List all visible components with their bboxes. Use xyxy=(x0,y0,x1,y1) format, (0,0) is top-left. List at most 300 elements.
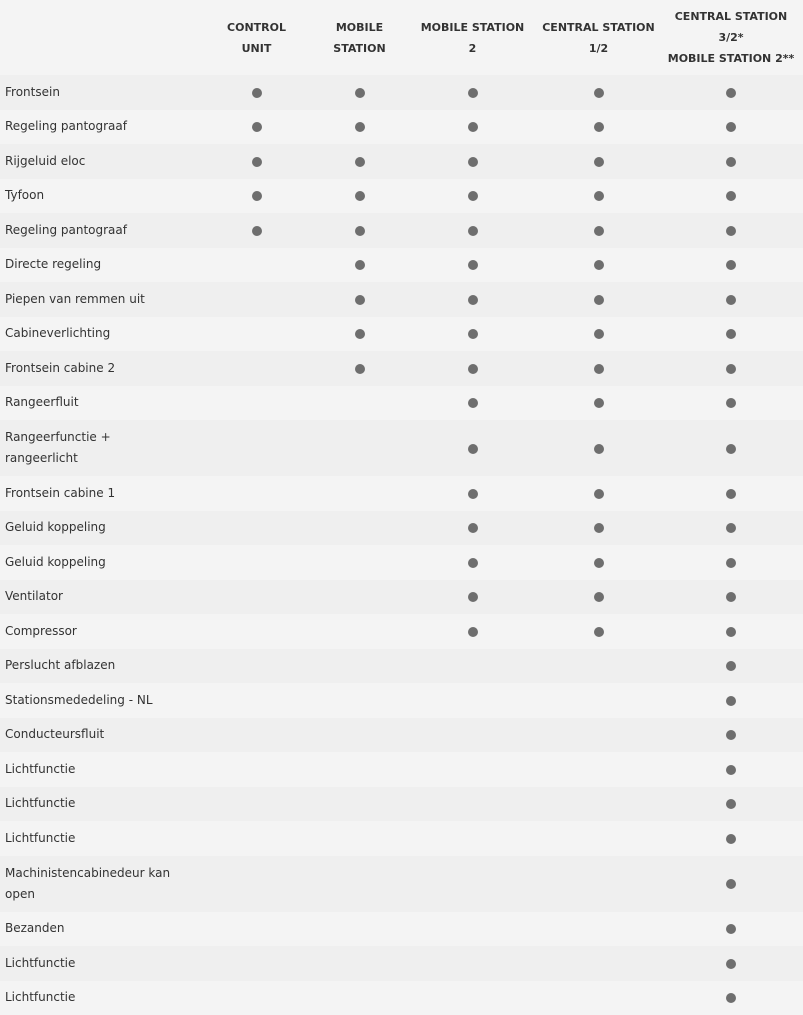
header-mobile-station-2 xyxy=(407,0,538,75)
function-name: Lichtfunctie xyxy=(5,987,180,1008)
table-row xyxy=(0,580,803,615)
table-row xyxy=(0,476,803,511)
support-cell-mobile_station xyxy=(312,110,407,145)
table-row xyxy=(0,351,803,386)
support-cell-mobile_station xyxy=(312,476,407,511)
support-cell-mobile_station_2 xyxy=(407,580,538,615)
supported-dot-icon xyxy=(594,444,604,454)
function-name: Frontsein cabine 1 xyxy=(5,483,180,504)
supported-dot-icon xyxy=(355,329,365,339)
support-cell-control_unit xyxy=(201,614,312,649)
table-row xyxy=(0,718,803,753)
support-cell-central_station_32_ms2 xyxy=(659,420,803,476)
support-cell-control_unit xyxy=(201,317,312,352)
table-header xyxy=(0,0,803,75)
function-name-cell xyxy=(0,144,201,179)
table-row xyxy=(0,248,803,283)
function-name-cell xyxy=(0,282,201,317)
support-cell-mobile_station xyxy=(312,649,407,684)
support-cell-control_unit xyxy=(201,213,312,248)
support-cell-control_unit xyxy=(201,386,312,421)
supported-dot-icon xyxy=(468,226,478,236)
function-name: Lichtfunctie xyxy=(5,828,180,849)
supported-dot-icon xyxy=(726,398,736,408)
function-name: Regeling pantograaf xyxy=(5,220,180,241)
supported-dot-icon xyxy=(355,157,365,167)
function-name: Perslucht afblazen xyxy=(5,655,180,676)
supported-dot-icon xyxy=(726,157,736,167)
supported-dot-icon xyxy=(726,696,736,706)
header-line: 1/2 xyxy=(538,38,659,59)
support-cell-central_station_12 xyxy=(538,351,659,386)
support-cell-mobile_station_2 xyxy=(407,614,538,649)
support-cell-central_station_32_ms2 xyxy=(659,179,803,214)
function-name: Rangeerfluit xyxy=(5,392,180,413)
support-cell-control_unit xyxy=(201,476,312,511)
support-cell-central_station_12 xyxy=(538,981,659,1015)
support-cell-central_station_32_ms2 xyxy=(659,248,803,283)
supported-dot-icon xyxy=(355,295,365,305)
function-name-cell xyxy=(0,912,201,947)
function-name-cell xyxy=(0,545,201,580)
function-name-cell xyxy=(0,580,201,615)
support-cell-mobile_station_2 xyxy=(407,282,538,317)
function-name-cell xyxy=(0,110,201,145)
support-cell-central_station_32_ms2 xyxy=(659,110,803,145)
support-cell-central_station_32_ms2 xyxy=(659,946,803,981)
support-cell-central_station_12 xyxy=(538,110,659,145)
support-cell-central_station_12 xyxy=(538,649,659,684)
supported-dot-icon xyxy=(468,88,478,98)
supported-dot-icon xyxy=(726,558,736,568)
table-body xyxy=(0,75,803,1015)
support-cell-mobile_station xyxy=(312,981,407,1015)
supported-dot-icon xyxy=(726,879,736,889)
support-cell-mobile_station_2 xyxy=(407,351,538,386)
support-cell-mobile_station_2 xyxy=(407,683,538,718)
support-cell-mobile_station xyxy=(312,580,407,615)
supported-dot-icon xyxy=(468,523,478,533)
support-cell-mobile_station xyxy=(312,787,407,822)
support-cell-mobile_station xyxy=(312,614,407,649)
support-cell-mobile_station xyxy=(312,213,407,248)
support-cell-central_station_12 xyxy=(538,912,659,947)
supported-dot-icon xyxy=(355,260,365,270)
supported-dot-icon xyxy=(726,924,736,934)
support-cell-central_station_32_ms2 xyxy=(659,752,803,787)
support-cell-mobile_station_2 xyxy=(407,75,538,110)
support-cell-mobile_station xyxy=(312,946,407,981)
support-cell-mobile_station_2 xyxy=(407,248,538,283)
support-cell-control_unit xyxy=(201,420,312,476)
support-cell-mobile_station_2 xyxy=(407,545,538,580)
support-cell-control_unit xyxy=(201,683,312,718)
supported-dot-icon xyxy=(468,122,478,132)
function-name-cell xyxy=(0,476,201,511)
supported-dot-icon xyxy=(726,993,736,1003)
support-cell-mobile_station_2 xyxy=(407,179,538,214)
support-cell-central_station_12 xyxy=(538,545,659,580)
header-line: CONTROL xyxy=(201,17,312,38)
table-row xyxy=(0,912,803,947)
support-cell-central_station_32_ms2 xyxy=(659,476,803,511)
table-row xyxy=(0,317,803,352)
table-row xyxy=(0,683,803,718)
support-cell-control_unit xyxy=(201,248,312,283)
supported-dot-icon xyxy=(726,799,736,809)
support-cell-control_unit xyxy=(201,511,312,546)
supported-dot-icon xyxy=(726,834,736,844)
supported-dot-icon xyxy=(726,88,736,98)
supported-dot-icon xyxy=(726,730,736,740)
support-cell-mobile_station xyxy=(312,420,407,476)
supported-dot-icon xyxy=(726,592,736,602)
table-row xyxy=(0,282,803,317)
supported-dot-icon xyxy=(468,157,478,167)
supported-dot-icon xyxy=(252,157,262,167)
support-cell-control_unit xyxy=(201,821,312,856)
function-name: Frontsein cabine 2 xyxy=(5,358,180,379)
supported-dot-icon xyxy=(468,329,478,339)
support-cell-control_unit xyxy=(201,981,312,1015)
support-cell-central_station_12 xyxy=(538,752,659,787)
function-name: Ventilator xyxy=(5,586,180,607)
header-mobile-station xyxy=(312,0,407,75)
support-cell-central_station_12 xyxy=(538,683,659,718)
header-line: 2 xyxy=(407,38,538,59)
function-name-cell xyxy=(0,821,201,856)
header-line: STATION xyxy=(312,38,407,59)
support-cell-central_station_12 xyxy=(538,248,659,283)
supported-dot-icon xyxy=(594,260,604,270)
support-cell-control_unit xyxy=(201,787,312,822)
supported-dot-icon xyxy=(468,191,478,201)
support-cell-mobile_station_2 xyxy=(407,752,538,787)
header-line: MOBILE xyxy=(312,17,407,38)
function-name: Frontsein xyxy=(5,82,180,103)
header-central-station-12 xyxy=(538,0,659,75)
support-cell-mobile_station_2 xyxy=(407,718,538,753)
header-line: CENTRAL STATION xyxy=(538,17,659,38)
supported-dot-icon xyxy=(594,489,604,499)
supported-dot-icon xyxy=(468,295,478,305)
function-name: Lichtfunctie xyxy=(5,953,180,974)
support-cell-mobile_station_2 xyxy=(407,420,538,476)
supported-dot-icon xyxy=(468,627,478,637)
supported-dot-icon xyxy=(468,489,478,499)
function-name: Directe regeling xyxy=(5,254,180,275)
support-cell-mobile_station_2 xyxy=(407,511,538,546)
header-line: MOBILE STATION xyxy=(407,17,538,38)
supported-dot-icon xyxy=(726,260,736,270)
support-cell-central_station_32_ms2 xyxy=(659,649,803,684)
support-cell-mobile_station_2 xyxy=(407,386,538,421)
support-cell-mobile_station xyxy=(312,683,407,718)
supported-dot-icon xyxy=(726,444,736,454)
supported-dot-icon xyxy=(594,627,604,637)
supported-dot-icon xyxy=(355,88,365,98)
support-cell-mobile_station_2 xyxy=(407,317,538,352)
supported-dot-icon xyxy=(252,88,262,98)
supported-dot-icon xyxy=(252,226,262,236)
supported-dot-icon xyxy=(355,364,365,374)
function-name: Machinistencabinedeur kan open xyxy=(5,863,180,905)
support-cell-mobile_station_2 xyxy=(407,912,538,947)
support-cell-mobile_station_2 xyxy=(407,213,538,248)
function-name-cell xyxy=(0,649,201,684)
supported-dot-icon xyxy=(468,558,478,568)
supported-dot-icon xyxy=(468,364,478,374)
support-cell-mobile_station_2 xyxy=(407,856,538,912)
support-cell-central_station_12 xyxy=(538,787,659,822)
supported-dot-icon xyxy=(594,329,604,339)
table-row xyxy=(0,213,803,248)
function-name-cell xyxy=(0,75,201,110)
support-cell-mobile_station xyxy=(312,718,407,753)
support-cell-mobile_station_2 xyxy=(407,981,538,1015)
supported-dot-icon xyxy=(252,191,262,201)
support-cell-mobile_station_2 xyxy=(407,787,538,822)
support-cell-central_station_12 xyxy=(538,946,659,981)
support-cell-central_station_12 xyxy=(538,511,659,546)
supported-dot-icon xyxy=(726,765,736,775)
function-name-cell xyxy=(0,213,201,248)
supported-dot-icon xyxy=(726,627,736,637)
function-name-cell xyxy=(0,683,201,718)
table-row xyxy=(0,420,803,476)
table-row xyxy=(0,981,803,1015)
table-row xyxy=(0,649,803,684)
support-cell-control_unit xyxy=(201,282,312,317)
header-line: CENTRAL STATION xyxy=(659,6,803,27)
header-line: UNIT xyxy=(201,38,312,59)
support-cell-mobile_station xyxy=(312,912,407,947)
support-cell-central_station_12 xyxy=(538,75,659,110)
supported-dot-icon xyxy=(726,122,736,132)
table-row xyxy=(0,752,803,787)
function-name-cell xyxy=(0,946,201,981)
function-name: Stationsmededeling - NL xyxy=(5,690,180,711)
support-cell-central_station_32_ms2 xyxy=(659,144,803,179)
support-cell-control_unit xyxy=(201,545,312,580)
function-name: Lichtfunctie xyxy=(5,759,180,780)
function-name: Lichtfunctie xyxy=(5,793,180,814)
support-cell-control_unit xyxy=(201,110,312,145)
supported-dot-icon xyxy=(594,523,604,533)
support-cell-mobile_station_2 xyxy=(407,476,538,511)
supported-dot-icon xyxy=(594,364,604,374)
supported-dot-icon xyxy=(594,157,604,167)
support-cell-control_unit xyxy=(201,580,312,615)
support-cell-mobile_station xyxy=(312,821,407,856)
support-cell-central_station_32_ms2 xyxy=(659,614,803,649)
supported-dot-icon xyxy=(468,398,478,408)
function-name-cell xyxy=(0,752,201,787)
support-cell-control_unit xyxy=(201,179,312,214)
support-cell-central_station_32_ms2 xyxy=(659,580,803,615)
table-row xyxy=(0,144,803,179)
support-cell-central_station_12 xyxy=(538,213,659,248)
support-cell-central_station_12 xyxy=(538,718,659,753)
function-name: Compressor xyxy=(5,621,180,642)
support-cell-central_station_32_ms2 xyxy=(659,821,803,856)
supported-dot-icon xyxy=(726,226,736,236)
function-name: Geluid koppeling xyxy=(5,552,180,573)
function-name: Regeling pantograaf xyxy=(5,116,180,137)
support-cell-central_station_32_ms2 xyxy=(659,511,803,546)
supported-dot-icon xyxy=(252,122,262,132)
supported-dot-icon xyxy=(468,444,478,454)
support-cell-central_station_32_ms2 xyxy=(659,718,803,753)
support-cell-central_station_12 xyxy=(538,420,659,476)
support-cell-control_unit xyxy=(201,856,312,912)
supported-dot-icon xyxy=(726,661,736,671)
support-cell-central_station_32_ms2 xyxy=(659,856,803,912)
function-name: Rijgeluid eloc xyxy=(5,151,180,172)
support-cell-central_station_12 xyxy=(538,856,659,912)
support-cell-central_station_12 xyxy=(538,614,659,649)
header-row xyxy=(0,0,803,75)
table-row xyxy=(0,179,803,214)
support-cell-central_station_32_ms2 xyxy=(659,981,803,1015)
function-name: Piepen van remmen uit xyxy=(5,289,180,310)
support-cell-mobile_station xyxy=(312,179,407,214)
supported-dot-icon xyxy=(726,295,736,305)
supported-dot-icon xyxy=(726,191,736,201)
table-row xyxy=(0,386,803,421)
supported-dot-icon xyxy=(355,226,365,236)
table-row xyxy=(0,545,803,580)
supported-dot-icon xyxy=(468,592,478,602)
table-row xyxy=(0,946,803,981)
support-cell-mobile_station_2 xyxy=(407,946,538,981)
support-cell-central_station_32_ms2 xyxy=(659,545,803,580)
supported-dot-icon xyxy=(726,523,736,533)
table-row xyxy=(0,856,803,912)
support-cell-control_unit xyxy=(201,752,312,787)
support-cell-central_station_32_ms2 xyxy=(659,75,803,110)
support-cell-central_station_32_ms2 xyxy=(659,787,803,822)
support-cell-central_station_32_ms2 xyxy=(659,317,803,352)
header-line: 3/2* xyxy=(659,27,803,48)
header-control-unit xyxy=(201,0,312,75)
support-cell-central_station_12 xyxy=(538,821,659,856)
supported-dot-icon xyxy=(468,260,478,270)
supported-dot-icon xyxy=(594,122,604,132)
support-cell-mobile_station xyxy=(312,752,407,787)
support-cell-central_station_32_ms2 xyxy=(659,683,803,718)
header-line: MOBILE STATION 2** xyxy=(659,48,803,69)
support-cell-mobile_station_2 xyxy=(407,649,538,684)
table-row xyxy=(0,821,803,856)
function-name: Conducteursfluit xyxy=(5,724,180,745)
supported-dot-icon xyxy=(355,122,365,132)
function-name-cell xyxy=(0,856,201,912)
function-name-cell xyxy=(0,179,201,214)
table-row xyxy=(0,787,803,822)
table-row xyxy=(0,75,803,110)
table-row xyxy=(0,511,803,546)
function-name-cell xyxy=(0,317,201,352)
support-cell-mobile_station xyxy=(312,282,407,317)
function-name-cell xyxy=(0,386,201,421)
function-name-cell xyxy=(0,511,201,546)
support-cell-central_station_12 xyxy=(538,179,659,214)
supported-dot-icon xyxy=(594,295,604,305)
supported-dot-icon xyxy=(594,592,604,602)
function-name-cell xyxy=(0,718,201,753)
support-cell-mobile_station_2 xyxy=(407,821,538,856)
function-name: Geluid koppeling xyxy=(5,517,180,538)
supported-dot-icon xyxy=(594,558,604,568)
header-central-station-32-mobile-station-2 xyxy=(659,0,803,75)
support-cell-mobile_station xyxy=(312,545,407,580)
support-cell-control_unit xyxy=(201,649,312,684)
supported-dot-icon xyxy=(726,364,736,374)
support-cell-central_station_32_ms2 xyxy=(659,351,803,386)
function-name: Rangeerfunctie + rangeerlicht xyxy=(5,427,180,469)
support-cell-mobile_station_2 xyxy=(407,110,538,145)
function-name-cell xyxy=(0,248,201,283)
support-cell-central_station_32_ms2 xyxy=(659,282,803,317)
function-name-cell xyxy=(0,787,201,822)
support-cell-mobile_station xyxy=(312,351,407,386)
supported-dot-icon xyxy=(594,191,604,201)
header-function xyxy=(0,0,201,75)
supported-dot-icon xyxy=(594,398,604,408)
support-cell-control_unit xyxy=(201,946,312,981)
support-cell-mobile_station_2 xyxy=(407,144,538,179)
function-name-cell xyxy=(0,981,201,1015)
supported-dot-icon xyxy=(726,959,736,969)
function-name-cell xyxy=(0,614,201,649)
support-cell-central_station_12 xyxy=(538,282,659,317)
support-cell-mobile_station xyxy=(312,144,407,179)
support-cell-central_station_12 xyxy=(538,317,659,352)
supported-dot-icon xyxy=(594,226,604,236)
support-cell-central_station_32_ms2 xyxy=(659,213,803,248)
support-cell-mobile_station xyxy=(312,386,407,421)
function-name: Cabineverlichting xyxy=(5,323,180,344)
support-cell-control_unit xyxy=(201,912,312,947)
support-cell-mobile_station xyxy=(312,856,407,912)
supported-dot-icon xyxy=(726,489,736,499)
support-cell-central_station_12 xyxy=(538,144,659,179)
support-cell-mobile_station xyxy=(312,511,407,546)
function-name-cell xyxy=(0,351,201,386)
table-row xyxy=(0,614,803,649)
support-cell-control_unit xyxy=(201,351,312,386)
support-cell-mobile_station xyxy=(312,248,407,283)
supported-dot-icon xyxy=(355,191,365,201)
function-name: Bezanden xyxy=(5,918,180,939)
support-cell-central_station_12 xyxy=(538,476,659,511)
table-row xyxy=(0,110,803,145)
support-cell-control_unit xyxy=(201,144,312,179)
support-cell-central_station_32_ms2 xyxy=(659,912,803,947)
support-cell-control_unit xyxy=(201,718,312,753)
support-cell-central_station_32_ms2 xyxy=(659,386,803,421)
function-name: Tyfoon xyxy=(5,185,180,206)
supported-dot-icon xyxy=(726,329,736,339)
support-cell-mobile_station xyxy=(312,317,407,352)
support-cell-central_station_12 xyxy=(538,386,659,421)
function-name-cell xyxy=(0,420,201,476)
support-cell-control_unit xyxy=(201,75,312,110)
supported-dot-icon xyxy=(594,88,604,98)
support-cell-central_station_12 xyxy=(538,580,659,615)
support-cell-mobile_station xyxy=(312,75,407,110)
